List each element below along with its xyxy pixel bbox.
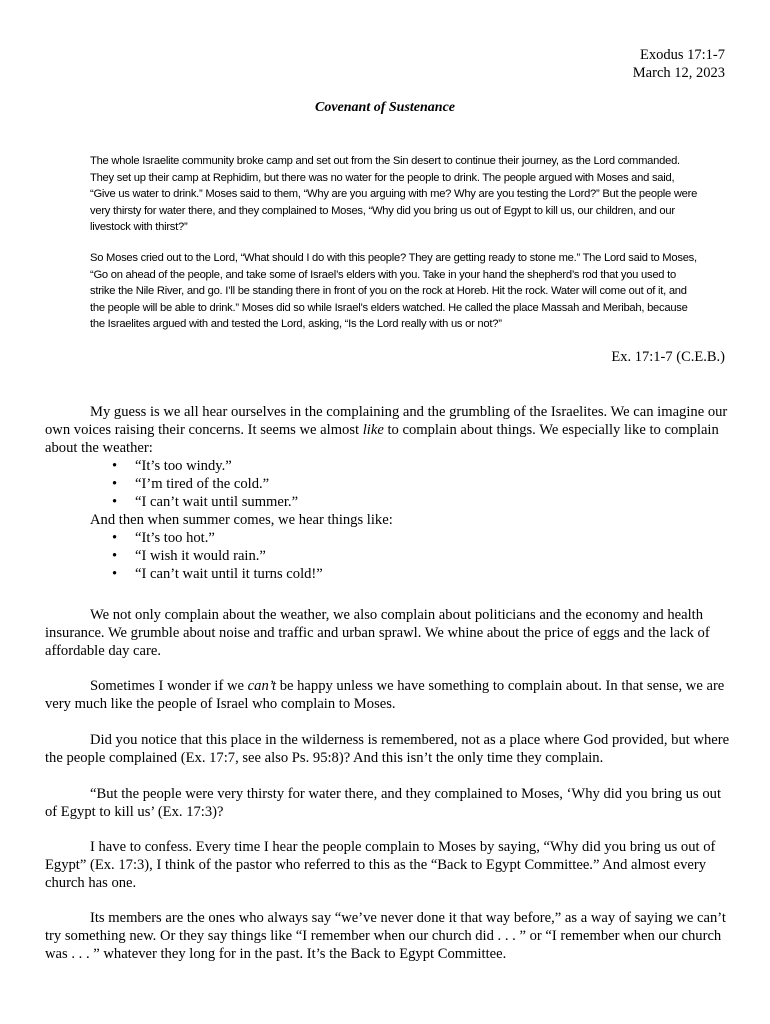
scripture-reference: Exodus 17:1-7 <box>640 47 725 63</box>
list-item <box>45 475 735 493</box>
bullet-icon: • <box>112 530 118 546</box>
sermon-block-2 <box>45 606 735 660</box>
document-header <box>633 46 725 82</box>
scripture-paragraph: The whole Israelite community broke camp and set out from the Sin desert to continue their journey, as the Lord commanded. They set up their camp at Rephidim, but there was no water for the people to drink. The people argued with Moses and said, “Give us water to drink.” Moses said to them, “Why are you arguing with me? Why are you testing the Lord?” But the people were very thirsty for water there, and they complained to Moses, “Why did you bring us out of Egypt to kill us, our children, and our livestock with thirst?” <box>90 155 698 233</box>
body-paragraph <box>45 677 735 713</box>
sermon-date: March 12, 2023 <box>632 65 725 81</box>
list-item-text: “I can’t wait until it turns cold!” <box>135 566 323 582</box>
scripture-passage-1 <box>90 153 700 236</box>
body-paragraph: Its members are the ones who always say “we’ve never done it that way before,” as a way of saying we can’t try something new. Or they say things like “I remember when our church did . . . ” or “I remember when our church was . . . ” whatever they long for in the past. It’s the Back to Egypt Committee. <box>45 910 726 962</box>
emphasis: can’t <box>247 678 277 694</box>
body-paragraph: “But the people were very thirsty for water there, and they complained to Moses, ‘Why did you bring us out of Egypt to kill us’ (Ex. 17:3)? <box>45 786 722 820</box>
list-item <box>45 457 735 475</box>
scripture-paragraph: So Moses cried out to the Lord, “What should I do with this people? They are getting ready to stone me.” The Lord said to Moses, “Go on ahead of the people, and take some of Israel’s elders with you. Take in your hand the shepherd’s rod that you used to strike the Nile River, and go. I’ll be standing there in front of you on the rock at Horeb. Hit the rock. Water will come out of it, and the people will be able to drink.” Moses did so while Israel’s elders watched. He called the place Massah and Meribah, because the Israelites argued with and tested the Lord, asking, “Is the Lord really with us or not?” <box>90 252 697 330</box>
emphasis: like <box>362 422 384 438</box>
bullet-icon: • <box>112 458 118 474</box>
list-item-text: “I can’t wait until summer.” <box>135 494 299 510</box>
scripture-citation: Ex. 17:1-7 (C.E.B.) <box>611 349 725 365</box>
text-run: to complain about things. We especially like to complain about the weather: <box>45 422 719 456</box>
weather-complaints-list <box>45 457 735 511</box>
sermon-title: Covenant of Sustenance <box>314 100 455 115</box>
list-item-text: “It’s too windy.” <box>135 458 232 474</box>
summer-complaints-list <box>45 529 735 583</box>
list-item <box>45 493 735 511</box>
text-run: be happy unless we have something to complain about. In that sense, we are very much like the people of Israel who complain to Moses. <box>45 678 725 712</box>
list-item <box>45 529 735 547</box>
sermon-block-4 <box>45 731 735 767</box>
sermon-block-1 <box>45 403 735 583</box>
list-item-text: “It’s too hot.” <box>135 530 215 546</box>
sermon-block-3 <box>45 677 735 713</box>
scripture-passage-2 <box>90 250 700 333</box>
sermon-block-5 <box>45 785 735 821</box>
bullet-icon: • <box>112 494 118 510</box>
list-item <box>45 565 735 583</box>
body-paragraph: I have to confess. Every time I hear the people complain to Moses by saying, “Why did you bring us out of Egypt” (Ex. 17:3), I think of the pastor who referred to this as the “Back to Egypt Committee.” And almost every church has one. <box>45 839 716 891</box>
sermon-block-6 <box>45 838 735 892</box>
list-item-text: “I’m tired of the cold.” <box>135 476 270 492</box>
text-run: Sometimes I wonder if we <box>90 678 248 694</box>
bullet-icon: • <box>112 566 118 582</box>
list-item-text: “I wish it would rain.” <box>135 548 266 564</box>
body-paragraph: Did you notice that this place in the wilderness is remembered, not as a place where God provided, but where the people complained (Ex. 17:7, see also Ps. 95:8)? And this isn’t the only time they complain. <box>45 732 730 766</box>
body-paragraph <box>45 403 735 457</box>
transition-line: And then when summer comes, we hear things like: <box>90 512 393 528</box>
text-run: My guess is we all hear ourselves in the complaining and the grumbling of the Israelites. We can imagine our own voices raising their concerns. It seems we almost <box>45 404 728 438</box>
bullet-icon: • <box>112 476 118 492</box>
list-item <box>45 547 735 565</box>
bullet-icon: • <box>112 548 118 564</box>
sermon-block-7 <box>45 909 735 963</box>
body-paragraph: We not only complain about the weather, we also complain about politicians and the economy and health insurance. We grumble about noise and traffic and urban sprawl. We whine about the price of eggs and the lack of affordable day care. <box>45 607 710 659</box>
